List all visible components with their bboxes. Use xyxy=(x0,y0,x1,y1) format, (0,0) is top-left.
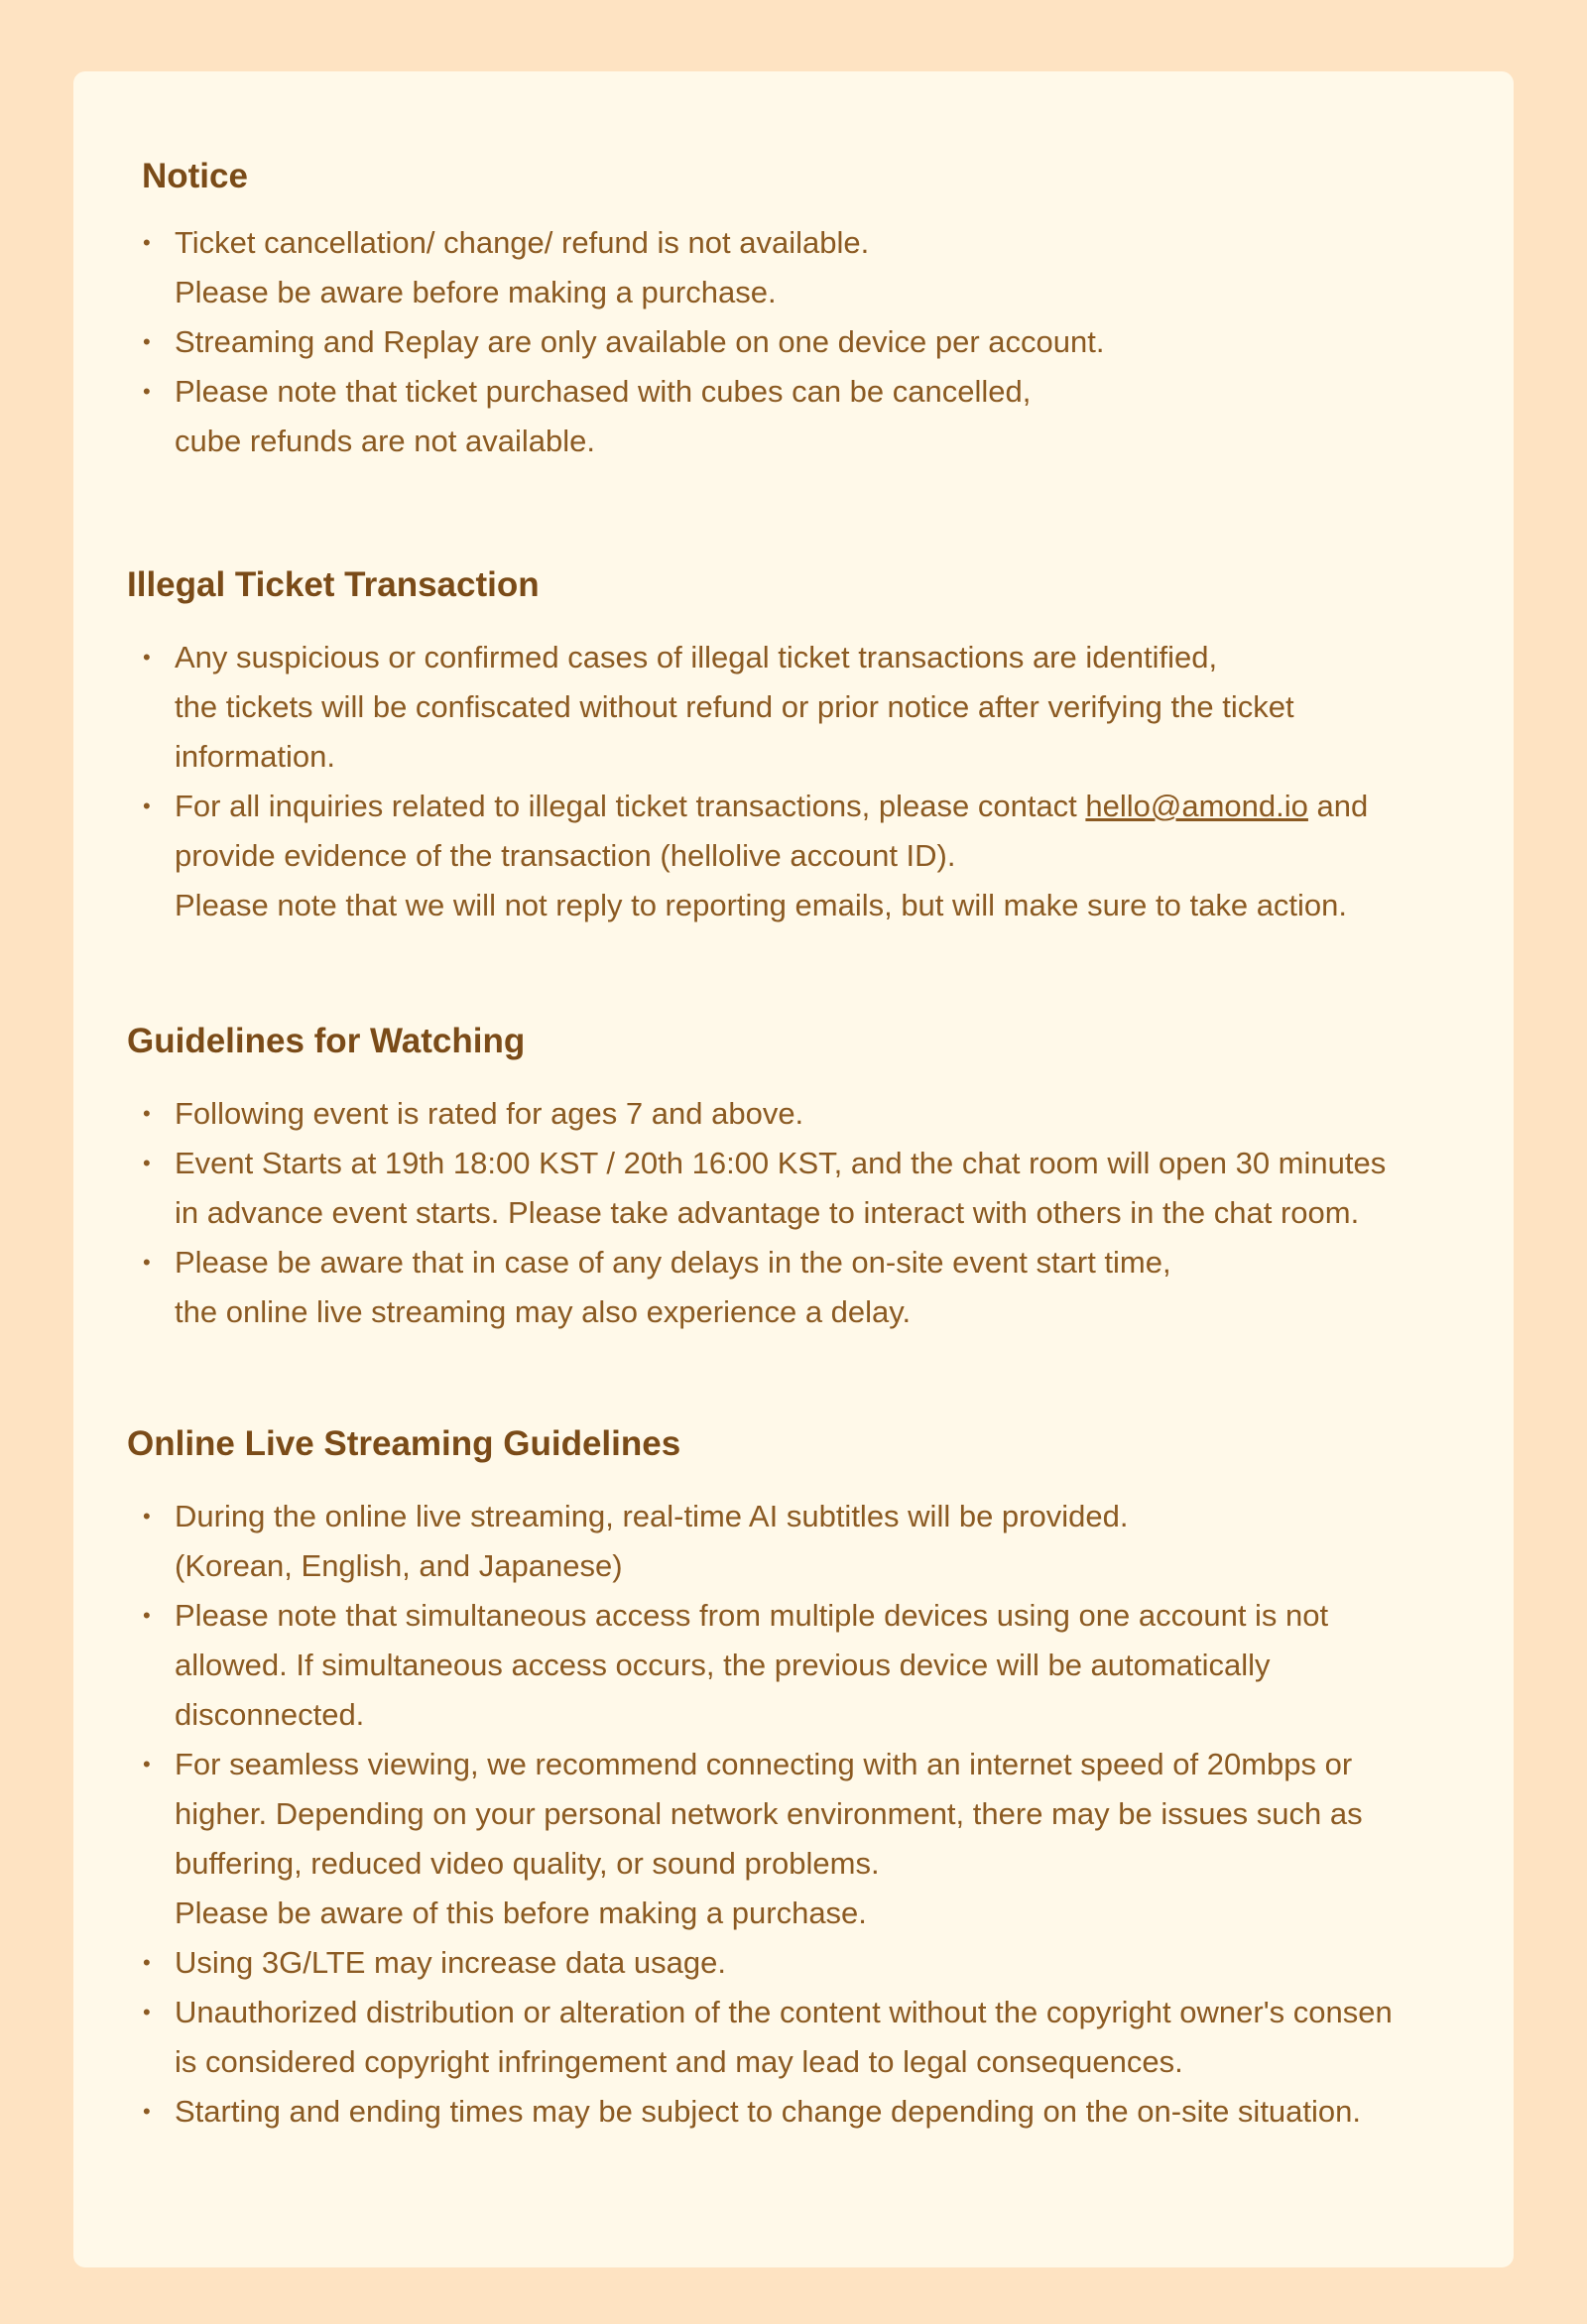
list-item: • Any suspicious or confirmed cases of illegal ticket transactions are identified, the tickets will be confiscated without refund or prior notice after verifying the ticket information. xyxy=(73,633,1514,782)
list-item: • Starting and ending times may be subject to change depending on the on-site situation. xyxy=(73,2087,1514,2137)
section-notice xyxy=(73,153,1514,466)
bullet-icon: • xyxy=(143,379,151,404)
list-item: • Using 3G/LTE may increase data usage. xyxy=(73,1938,1514,1988)
bullet-icon: • xyxy=(143,1752,151,1776)
bullet-icon: • xyxy=(143,1603,151,1628)
list-item: • Please be aware that in case of any delays in the on-site event start time, the online live streaming may also experience a delay. xyxy=(73,1238,1514,1337)
illegal-ticket-list xyxy=(73,633,1514,930)
bullet-icon: • xyxy=(143,1101,151,1126)
list-item: • Please note that ticket purchased with cubes can be cancelled, cube refunds are not available. xyxy=(73,367,1514,466)
list-item: • Event Starts at 19th 18:00 KST / 20th 16:00 KST, and the chat room will open 30 minutes in advance event starts. Please take advantage to interact with others in the chat room. xyxy=(73,1139,1514,1238)
bullet-icon: • xyxy=(143,1151,151,1175)
list-item: • Following event is rated for ages 7 and above. xyxy=(73,1089,1514,1139)
section-title-illegal-ticket-transaction: Illegal Ticket Transaction xyxy=(127,565,540,604)
bullet-icon: • xyxy=(143,1504,151,1529)
section-title-guidelines-for-watching: Guidelines for Watching xyxy=(127,1022,526,1060)
list-item: • Unauthorized distribution or alteration of the content without the copyright owner's consen is considered copyright infringement and may lead to legal consequences. xyxy=(73,1988,1514,2087)
notice-list xyxy=(73,218,1514,466)
section-guidelines-for-watching xyxy=(73,1018,1514,1337)
list-item: • Ticket cancellation/ change/ refund is not available. Please be aware before making a purchase. xyxy=(73,218,1514,317)
list-item: • During the online live streaming, real-time AI subtitles will be provided. (Korean, English, and Japanese) xyxy=(73,1492,1514,1591)
section-title-online-live-streaming-guidelines: Online Live Streaming Guidelines xyxy=(127,1424,681,1463)
watching-guidelines-list xyxy=(73,1089,1514,1337)
list-item: • For seamless viewing, we recommend connecting with an internet speed of 20mbps or higher. Depending on your personal network environment, there may be issues such as buffering, reduced video quality, or sound problems. Please be aware of this before making a purchase. xyxy=(73,1740,1514,1938)
contact-email-link[interactable]: hello@amond.io xyxy=(1085,789,1308,823)
notice-card xyxy=(73,71,1514,2267)
bullet-icon: • xyxy=(143,2099,151,2124)
list-item: • For all inquiries related to illegal ticket transactions, please contact hello@amond.io and provide evidence of the transaction (hellolive account ID). Please note that we will not reply to reporting emails, but will make sure to take action. xyxy=(73,782,1514,930)
bullet-icon: • xyxy=(143,645,151,670)
list-item: • Please note that simultaneous access from multiple devices using one account is not allowed. If simultaneous access occurs, the previous device will be automatically disconnected. xyxy=(73,1591,1514,1740)
bullet-icon: • xyxy=(143,1250,151,1275)
streaming-guidelines-list xyxy=(73,1492,1514,2137)
bullet-icon: • xyxy=(143,1950,151,1975)
bullet-icon: • xyxy=(143,794,151,818)
section-illegal-ticket-transaction xyxy=(73,561,1514,930)
section-online-live-streaming-guidelines xyxy=(73,1420,1514,2137)
list-item: • Streaming and Replay are only available on one device per account. xyxy=(73,317,1514,367)
bullet-icon: • xyxy=(143,2000,151,2024)
bullet-icon: • xyxy=(143,329,151,354)
bullet-icon: • xyxy=(143,230,151,255)
section-title-notice: Notice xyxy=(142,157,248,195)
